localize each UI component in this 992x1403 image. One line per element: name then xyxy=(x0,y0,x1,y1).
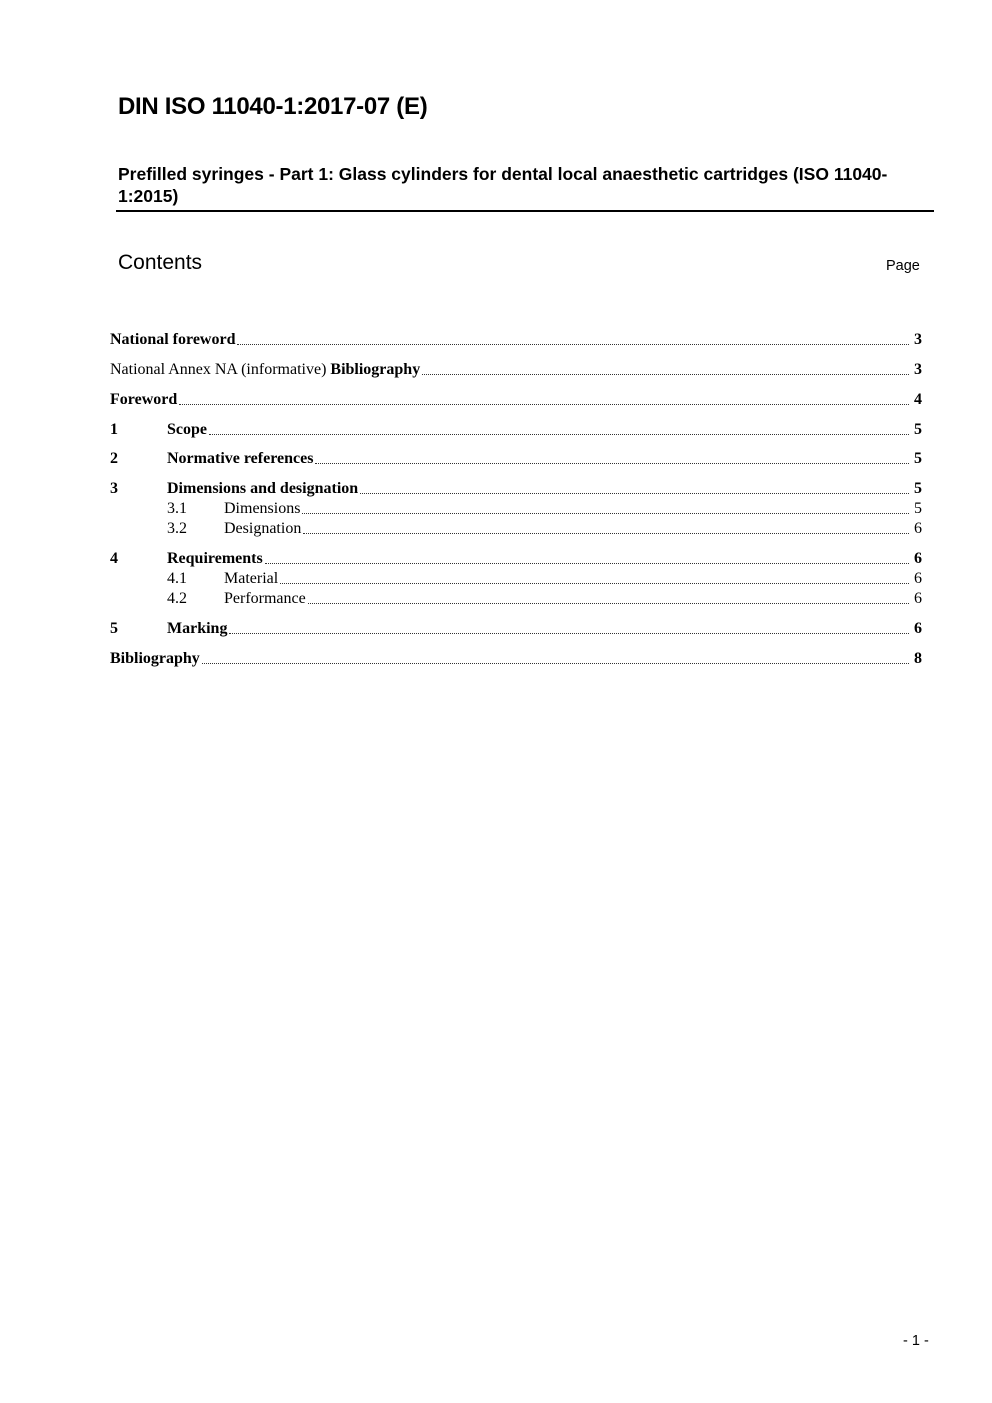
toc-entry-scope[interactable] xyxy=(110,420,922,440)
toc-entry-number: 4.1 xyxy=(167,570,187,587)
toc-entry-national-annex[interactable] xyxy=(110,360,922,380)
toc-entry-number: 3.1 xyxy=(167,500,187,517)
toc-entry-number: 4.2 xyxy=(167,590,187,607)
toc-dot-leader xyxy=(302,513,909,514)
toc-dot-leader xyxy=(308,603,909,604)
footer-page-number: - 1 - xyxy=(903,1333,929,1349)
toc-entry-page: 3 xyxy=(914,361,922,378)
toc-dot-leader xyxy=(422,374,909,375)
toc-entry-page: 5 xyxy=(914,421,922,438)
document-title: DIN ISO 11040-1:2017-07 (E) xyxy=(118,93,428,120)
toc-entry-page: 6 xyxy=(914,550,922,567)
toc-entry-page: 6 xyxy=(914,620,922,637)
title-divider xyxy=(116,210,934,212)
toc-entry-marking[interactable] xyxy=(110,619,922,639)
toc-entry-label: Bibliography xyxy=(110,650,200,667)
toc-entry-page: 6 xyxy=(914,590,922,607)
toc-entry-label: Scope xyxy=(167,421,207,438)
toc-entry-label: Requirements xyxy=(167,550,263,567)
toc-dot-leader xyxy=(209,434,909,435)
toc-entry-foreword[interactable] xyxy=(110,390,922,410)
toc-entry-label: Normative references xyxy=(167,450,314,467)
toc-entry-label: Performance xyxy=(224,590,306,607)
toc-dot-leader xyxy=(202,663,909,664)
toc-entry-number: 3.2 xyxy=(167,520,187,537)
toc-entry-national-foreword[interactable] xyxy=(110,330,922,350)
toc-entry-label: Material xyxy=(224,570,279,587)
toc-entry-page: 5 xyxy=(914,450,922,467)
toc-entry-bibliography[interactable] xyxy=(110,649,922,669)
toc-entry-label xyxy=(110,360,420,380)
toc-dot-leader xyxy=(360,493,909,494)
document-subtitle: Prefilled syringes - Part 1: Glass cylinders for dental local anaesthetic cartridges (ISO 11040-1:2015) xyxy=(118,164,888,206)
toc-entry-normative-references[interactable] xyxy=(110,449,922,469)
toc-entry-number: 2 xyxy=(110,450,118,467)
toc-entry-label: Foreword xyxy=(110,391,178,408)
toc-entry-page: 8 xyxy=(914,650,922,667)
toc-entry-page: 4 xyxy=(914,391,922,408)
toc-entry-page: 3 xyxy=(914,331,922,348)
toc-entry-page: 5 xyxy=(914,500,922,517)
toc-entry-material[interactable] xyxy=(110,569,922,589)
toc-entry-number: 3 xyxy=(110,480,118,497)
toc-dot-leader xyxy=(229,633,909,634)
page-column-heading: Page xyxy=(886,258,920,274)
toc-entry-label-text: National Annex NA (informative) xyxy=(110,361,331,378)
toc-entry-label: Marking xyxy=(167,620,228,637)
toc-entry-dimensions[interactable] xyxy=(110,499,922,519)
toc-entry-page: 5 xyxy=(914,480,922,497)
toc-dot-leader xyxy=(315,463,909,464)
toc-entry-label: Dimensions and designation xyxy=(167,480,359,497)
toc-dot-leader xyxy=(237,344,909,345)
toc-entry-performance[interactable] xyxy=(110,589,922,609)
toc-dot-leader xyxy=(265,563,909,564)
contents-heading: Contents xyxy=(118,251,203,274)
toc-dot-leader xyxy=(280,583,909,584)
toc-entry-page: 6 xyxy=(914,570,922,587)
toc-entry-number: 4 xyxy=(110,550,118,567)
toc-entry-designation[interactable] xyxy=(110,519,922,539)
toc-entry-dimensions-and-designation[interactable] xyxy=(110,479,922,499)
toc-dot-leader xyxy=(303,533,909,534)
toc-entry-requirements[interactable] xyxy=(110,549,922,569)
toc-entry-label-bold-part: Bibliography xyxy=(330,361,421,378)
toc-entry-number: 5 xyxy=(110,620,118,637)
toc-entry-label: Dimensions xyxy=(224,500,301,517)
toc-entry-number: 1 xyxy=(110,421,118,438)
toc-dot-leader xyxy=(179,404,909,405)
toc-entry-page: 6 xyxy=(914,520,922,537)
toc-entry-label: Designation xyxy=(224,520,302,537)
toc-entry-label: National foreword xyxy=(110,331,236,348)
